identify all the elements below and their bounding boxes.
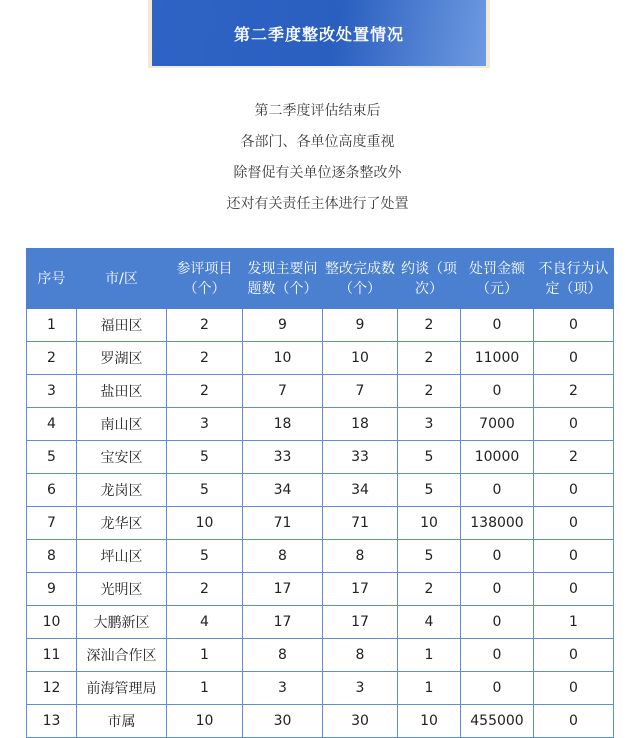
table-cell: 0: [461, 606, 534, 639]
table-cell: 0: [534, 408, 614, 441]
table-cell: 71: [323, 507, 398, 540]
table-cell: 0: [534, 474, 614, 507]
table-row: [27, 408, 614, 441]
page-title: 第二季度整改处置情况: [233, 24, 404, 44]
title-banner: [0, 0, 635, 70]
table-cell: 5: [27, 441, 77, 474]
table-cell: 光明区: [77, 573, 167, 606]
table-cell: 0: [534, 573, 614, 606]
table-cell: 0: [534, 540, 614, 573]
table-cell: 8: [323, 639, 398, 672]
table-row: [27, 573, 614, 606]
table-cell: 3: [323, 672, 398, 705]
table-cell: 坪山区: [77, 540, 167, 573]
table-cell: 4: [167, 606, 243, 639]
table-cell: 3: [27, 375, 77, 408]
table-cell: 17: [243, 606, 323, 639]
intro-line: 第二季度评估结束后: [254, 103, 381, 119]
table-cell: 0: [534, 342, 614, 375]
table-cell: 10: [398, 507, 461, 540]
table-cell: 5: [398, 540, 461, 573]
table-cell: 9: [243, 309, 323, 342]
table-cell: 0: [461, 540, 534, 573]
table-cell: 0: [461, 639, 534, 672]
table-row: [27, 309, 614, 342]
table-cell: 0: [461, 573, 534, 606]
table-cell: 盐田区: [77, 375, 167, 408]
table-cell: 11000: [461, 342, 534, 375]
table-row: [27, 606, 614, 639]
table-cell: 18: [323, 408, 398, 441]
table-cell: 0: [461, 375, 534, 408]
table-cell: 3: [243, 672, 323, 705]
table-cell: 3: [167, 408, 243, 441]
table-cell: 5: [167, 540, 243, 573]
table-cell: 8: [27, 540, 77, 573]
table-cell: 9: [27, 573, 77, 606]
table-cell: 1: [27, 309, 77, 342]
table-cell: 455000: [461, 705, 534, 738]
table-cell: 5: [167, 474, 243, 507]
table-cell: 前海管理局: [77, 672, 167, 705]
table-cell: 2: [167, 309, 243, 342]
column-header: 序号: [27, 249, 77, 309]
table-cell: 17: [243, 573, 323, 606]
column-header: 市/区: [77, 249, 167, 309]
table-cell: 南山区: [77, 408, 167, 441]
table-cell: 30: [243, 705, 323, 738]
column-header: 处罚金额（元）: [461, 249, 534, 309]
table-cell: 8: [243, 540, 323, 573]
table-cell: 2: [167, 375, 243, 408]
table-cell: 17: [323, 606, 398, 639]
column-header: 不良行为认定（项）: [534, 249, 614, 309]
table-cell: 4: [398, 606, 461, 639]
table-row: [27, 672, 614, 705]
table-cell: 10: [167, 705, 243, 738]
column-header: 整改完成数（个）: [323, 249, 398, 309]
table-row: [27, 507, 614, 540]
table-cell: 34: [323, 474, 398, 507]
table-cell: 5: [167, 441, 243, 474]
table-cell: 10: [398, 705, 461, 738]
table-cell: 9: [323, 309, 398, 342]
table-cell: 5: [398, 441, 461, 474]
table-row: [27, 705, 614, 738]
table-cell: 4: [27, 408, 77, 441]
table-row: [27, 474, 614, 507]
intro-line: 除督促有关单位逐条整改外: [233, 165, 402, 181]
table-cell: 0: [461, 309, 534, 342]
table-cell: 2: [398, 375, 461, 408]
table-cell: 7: [27, 507, 77, 540]
table-cell: 0: [461, 672, 534, 705]
intro-text: [0, 100, 635, 224]
table-cell: 7: [323, 375, 398, 408]
table-row: [27, 639, 614, 672]
table-cell: 福田区: [77, 309, 167, 342]
table-cell: 龙华区: [77, 507, 167, 540]
intro-line: 还对有关责任主体进行了处置: [226, 196, 409, 212]
table-cell: 7000: [461, 408, 534, 441]
table-row: [27, 540, 614, 573]
table-cell: 10000: [461, 441, 534, 474]
table-cell: 7: [243, 375, 323, 408]
table-cell: 2: [27, 342, 77, 375]
rectification-table: [26, 248, 614, 738]
table-cell: 1: [398, 639, 461, 672]
table-cell: 2: [167, 573, 243, 606]
table-cell: 8: [323, 540, 398, 573]
table-cell: 2: [534, 441, 614, 474]
table-header-row: [27, 249, 614, 309]
table-cell: 2: [398, 573, 461, 606]
table-cell: 宝安区: [77, 441, 167, 474]
table-row: [27, 441, 614, 474]
table-cell: 1: [534, 606, 614, 639]
table-cell: 深汕合作区: [77, 639, 167, 672]
table-cell: 30: [323, 705, 398, 738]
table-cell: 2: [398, 342, 461, 375]
table-cell: 2: [398, 309, 461, 342]
table-cell: 0: [534, 672, 614, 705]
table-cell: 10: [27, 606, 77, 639]
banner-box: [152, 0, 486, 66]
column-header: 约谈（项次）: [398, 249, 461, 309]
table-cell: 10: [323, 342, 398, 375]
table-cell: 市属: [77, 705, 167, 738]
table-cell: 6: [27, 474, 77, 507]
table-cell: 龙岗区: [77, 474, 167, 507]
table-cell: 33: [243, 441, 323, 474]
table-cell: 2: [534, 375, 614, 408]
table-cell: 8: [243, 639, 323, 672]
intro-line: 各部门、各单位高度重视: [240, 134, 395, 150]
table-cell: 138000: [461, 507, 534, 540]
table-cell: 0: [534, 507, 614, 540]
table-cell: 1: [167, 639, 243, 672]
table-row: [27, 375, 614, 408]
table-cell: 0: [534, 639, 614, 672]
table-cell: 17: [323, 573, 398, 606]
table-cell: 10: [243, 342, 323, 375]
table-cell: 11: [27, 639, 77, 672]
table-cell: 12: [27, 672, 77, 705]
table-cell: 1: [398, 672, 461, 705]
table-cell: 71: [243, 507, 323, 540]
table-cell: 1: [167, 672, 243, 705]
table-cell: 2: [167, 342, 243, 375]
table-body: [27, 309, 614, 738]
table-cell: 13: [27, 705, 77, 738]
table-row: [27, 342, 614, 375]
table-cell: 10: [167, 507, 243, 540]
table-cell: 大鹏新区: [77, 606, 167, 639]
column-header: 参评项目（个）: [167, 249, 243, 309]
table-cell: 34: [243, 474, 323, 507]
table-cell: 罗湖区: [77, 342, 167, 375]
table-cell: 0: [534, 309, 614, 342]
table-cell: 5: [398, 474, 461, 507]
table-cell: 3: [398, 408, 461, 441]
table-cell: 33: [323, 441, 398, 474]
table-cell: 18: [243, 408, 323, 441]
column-header: 发现主要问题数（个）: [243, 249, 323, 309]
table-cell: 0: [461, 474, 534, 507]
table-cell: 0: [534, 705, 614, 738]
